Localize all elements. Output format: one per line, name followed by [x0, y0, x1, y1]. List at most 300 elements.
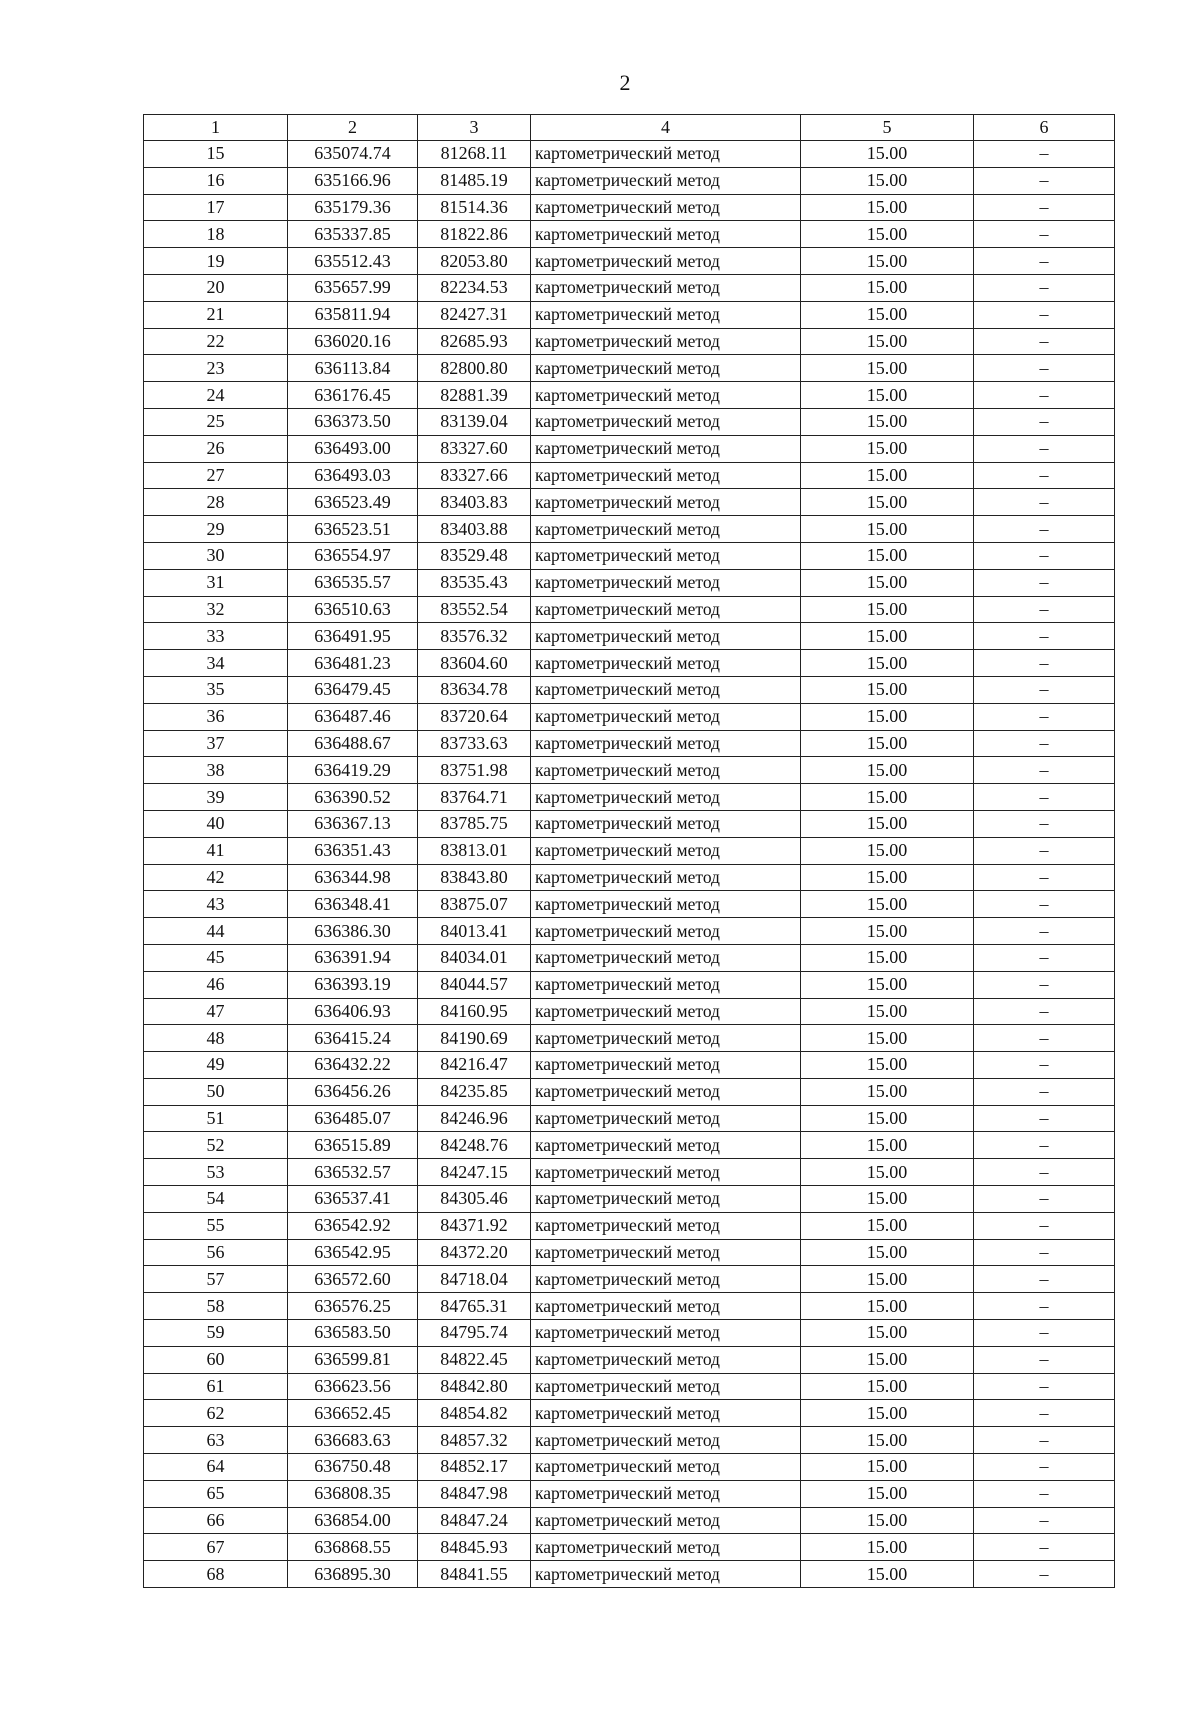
table-row — [144, 1507, 1115, 1534]
method-cell: картометрический метод — [531, 167, 801, 194]
description-cell: – — [974, 1400, 1115, 1427]
description-cell: – — [974, 1266, 1115, 1293]
description-cell: – — [974, 623, 1115, 650]
accuracy-cell: 15.00 — [801, 650, 974, 677]
table-row — [144, 998, 1115, 1025]
method-cell: картометрический метод — [531, 408, 801, 435]
description-cell: – — [974, 1105, 1115, 1132]
y-coordinate-cell: 84305.46 — [418, 1186, 531, 1213]
x-coordinate-cell: 636386.30 — [288, 918, 418, 945]
x-coordinate-cell: 635811.94 — [288, 301, 418, 328]
point-number-cell: 68 — [144, 1561, 288, 1588]
method-cell: картометрический метод — [531, 757, 801, 784]
table-row — [144, 542, 1115, 569]
accuracy-cell: 15.00 — [801, 703, 974, 730]
x-coordinate-cell: 636176.45 — [288, 382, 418, 409]
method-cell: картометрический метод — [531, 864, 801, 891]
point-number-cell: 35 — [144, 676, 288, 703]
accuracy-cell: 15.00 — [801, 1480, 974, 1507]
x-coordinate-cell: 636652.45 — [288, 1400, 418, 1427]
x-coordinate-cell: 636351.43 — [288, 837, 418, 864]
y-coordinate-cell: 84190.69 — [418, 1025, 531, 1052]
accuracy-cell: 15.00 — [801, 569, 974, 596]
accuracy-cell: 15.00 — [801, 408, 974, 435]
y-coordinate-cell: 84854.82 — [418, 1400, 531, 1427]
description-cell: – — [974, 516, 1115, 543]
method-cell: картометрический метод — [531, 1132, 801, 1159]
point-number-cell: 51 — [144, 1105, 288, 1132]
accuracy-cell: 15.00 — [801, 1186, 974, 1213]
method-cell: картометрический метод — [531, 1266, 801, 1293]
description-cell: – — [974, 703, 1115, 730]
point-number-cell: 41 — [144, 837, 288, 864]
y-coordinate-cell: 84847.24 — [418, 1507, 531, 1534]
table-row — [144, 1561, 1115, 1588]
point-number-cell: 45 — [144, 944, 288, 971]
table-row — [144, 408, 1115, 435]
y-coordinate-cell: 82800.80 — [418, 355, 531, 382]
y-coordinate-cell: 83139.04 — [418, 408, 531, 435]
method-cell: картометрический метод — [531, 141, 801, 168]
table-row — [144, 355, 1115, 382]
y-coordinate-cell: 84160.95 — [418, 998, 531, 1025]
y-coordinate-cell: 83327.66 — [418, 462, 531, 489]
description-cell: – — [974, 1239, 1115, 1266]
description-cell: – — [974, 167, 1115, 194]
method-cell: картометрический метод — [531, 1159, 801, 1186]
table-row — [144, 1052, 1115, 1079]
point-number-cell: 30 — [144, 542, 288, 569]
point-number-cell: 31 — [144, 569, 288, 596]
description-cell: – — [974, 1293, 1115, 1320]
y-coordinate-cell: 84246.96 — [418, 1105, 531, 1132]
accuracy-cell: 15.00 — [801, 1561, 974, 1588]
point-number-cell: 57 — [144, 1266, 288, 1293]
method-cell: картометрический метод — [531, 998, 801, 1025]
table-row — [144, 569, 1115, 596]
y-coordinate-cell: 83576.32 — [418, 623, 531, 650]
description-cell: – — [974, 1427, 1115, 1454]
y-coordinate-cell: 83634.78 — [418, 676, 531, 703]
y-coordinate-cell: 83604.60 — [418, 650, 531, 677]
method-cell: картометрический метод — [531, 1534, 801, 1561]
description-cell: – — [974, 1186, 1115, 1213]
accuracy-cell: 15.00 — [801, 1212, 974, 1239]
y-coordinate-cell: 83529.48 — [418, 542, 531, 569]
header-cell: 6 — [974, 115, 1115, 141]
table-row — [144, 462, 1115, 489]
accuracy-cell: 15.00 — [801, 1239, 974, 1266]
y-coordinate-cell: 81514.36 — [418, 194, 531, 221]
x-coordinate-cell: 635179.36 — [288, 194, 418, 221]
point-number-cell: 53 — [144, 1159, 288, 1186]
description-cell: – — [974, 1025, 1115, 1052]
table-row — [144, 1212, 1115, 1239]
point-number-cell: 64 — [144, 1454, 288, 1481]
accuracy-cell: 15.00 — [801, 944, 974, 971]
x-coordinate-cell: 636393.19 — [288, 971, 418, 998]
x-coordinate-cell: 636391.94 — [288, 944, 418, 971]
x-coordinate-cell: 636367.13 — [288, 810, 418, 837]
point-number-cell: 33 — [144, 623, 288, 650]
accuracy-cell: 15.00 — [801, 757, 974, 784]
y-coordinate-cell: 83535.43 — [418, 569, 531, 596]
y-coordinate-cell: 81268.11 — [418, 141, 531, 168]
header-cell: 3 — [418, 115, 531, 141]
y-coordinate-cell: 82234.53 — [418, 274, 531, 301]
accuracy-cell: 15.00 — [801, 516, 974, 543]
method-cell: картометрический метод — [531, 1186, 801, 1213]
accuracy-cell: 15.00 — [801, 1400, 974, 1427]
point-number-cell: 42 — [144, 864, 288, 891]
accuracy-cell: 15.00 — [801, 623, 974, 650]
description-cell: – — [974, 1454, 1115, 1481]
description-cell: – — [974, 301, 1115, 328]
description-cell: – — [974, 489, 1115, 516]
y-coordinate-cell: 84235.85 — [418, 1078, 531, 1105]
x-coordinate-cell: 636493.00 — [288, 435, 418, 462]
method-cell: картометрический метод — [531, 382, 801, 409]
accuracy-cell: 15.00 — [801, 248, 974, 275]
coordinates-table — [143, 114, 1115, 1588]
x-coordinate-cell: 636523.49 — [288, 489, 418, 516]
method-cell: картометрический метод — [531, 1212, 801, 1239]
point-number-cell: 34 — [144, 650, 288, 677]
table-row — [144, 676, 1115, 703]
table-row — [144, 1373, 1115, 1400]
point-number-cell: 28 — [144, 489, 288, 516]
accuracy-cell: 15.00 — [801, 730, 974, 757]
method-cell: картометрический метод — [531, 194, 801, 221]
point-number-cell: 61 — [144, 1373, 288, 1400]
description-cell: – — [974, 676, 1115, 703]
method-cell: картометрический метод — [531, 516, 801, 543]
y-coordinate-cell: 81822.86 — [418, 221, 531, 248]
accuracy-cell: 15.00 — [801, 1105, 974, 1132]
description-cell: – — [974, 1373, 1115, 1400]
table-row — [144, 810, 1115, 837]
accuracy-cell: 15.00 — [801, 676, 974, 703]
accuracy-cell: 15.00 — [801, 382, 974, 409]
accuracy-cell: 15.00 — [801, 1373, 974, 1400]
x-coordinate-cell: 636344.98 — [288, 864, 418, 891]
accuracy-cell: 15.00 — [801, 1132, 974, 1159]
table-body — [144, 115, 1115, 1588]
y-coordinate-cell: 83720.64 — [418, 703, 531, 730]
method-cell: картометрический метод — [531, 1078, 801, 1105]
y-coordinate-cell: 84822.45 — [418, 1346, 531, 1373]
method-cell: картометрический метод — [531, 1293, 801, 1320]
point-number-cell: 26 — [144, 435, 288, 462]
y-coordinate-cell: 82427.31 — [418, 301, 531, 328]
description-cell: – — [974, 1507, 1115, 1534]
method-cell: картометрический метод — [531, 837, 801, 864]
point-number-cell: 29 — [144, 516, 288, 543]
point-number-cell: 56 — [144, 1239, 288, 1266]
description-cell: – — [974, 1346, 1115, 1373]
y-coordinate-cell: 84842.80 — [418, 1373, 531, 1400]
accuracy-cell: 15.00 — [801, 891, 974, 918]
point-number-cell: 39 — [144, 784, 288, 811]
table-row — [144, 837, 1115, 864]
accuracy-cell: 15.00 — [801, 784, 974, 811]
description-cell: – — [974, 274, 1115, 301]
method-cell: картометрический метод — [531, 1052, 801, 1079]
method-cell: картометрический метод — [531, 274, 801, 301]
description-cell: – — [974, 141, 1115, 168]
x-coordinate-cell: 636456.26 — [288, 1078, 418, 1105]
accuracy-cell: 15.00 — [801, 1454, 974, 1481]
description-cell: – — [974, 1534, 1115, 1561]
description-cell: – — [974, 1480, 1115, 1507]
accuracy-cell: 15.00 — [801, 1346, 974, 1373]
point-number-cell: 22 — [144, 328, 288, 355]
y-coordinate-cell: 84034.01 — [418, 944, 531, 971]
accuracy-cell: 15.00 — [801, 810, 974, 837]
y-coordinate-cell: 84044.57 — [418, 971, 531, 998]
table-row — [144, 891, 1115, 918]
table-row — [144, 1159, 1115, 1186]
y-coordinate-cell: 84765.31 — [418, 1293, 531, 1320]
accuracy-cell: 15.00 — [801, 864, 974, 891]
accuracy-cell: 15.00 — [801, 141, 974, 168]
method-cell: картометрический метод — [531, 730, 801, 757]
table-row — [144, 1346, 1115, 1373]
accuracy-cell: 15.00 — [801, 328, 974, 355]
point-number-cell: 20 — [144, 274, 288, 301]
accuracy-cell: 15.00 — [801, 274, 974, 301]
description-cell: – — [974, 542, 1115, 569]
method-cell: картометрический метод — [531, 248, 801, 275]
table-row — [144, 703, 1115, 730]
y-coordinate-cell: 82685.93 — [418, 328, 531, 355]
x-coordinate-cell: 636532.57 — [288, 1159, 418, 1186]
table-row — [144, 1105, 1115, 1132]
description-cell: – — [974, 891, 1115, 918]
description-cell: – — [974, 408, 1115, 435]
table-row — [144, 1320, 1115, 1347]
y-coordinate-cell: 83764.71 — [418, 784, 531, 811]
x-coordinate-cell: 635337.85 — [288, 221, 418, 248]
description-cell: – — [974, 248, 1115, 275]
y-coordinate-cell: 84371.92 — [418, 1212, 531, 1239]
table-row — [144, 864, 1115, 891]
table-row — [144, 301, 1115, 328]
accuracy-cell: 15.00 — [801, 1507, 974, 1534]
description-cell: – — [974, 864, 1115, 891]
y-coordinate-cell: 84841.55 — [418, 1561, 531, 1588]
description-cell: – — [974, 462, 1115, 489]
description-cell: – — [974, 1212, 1115, 1239]
point-number-cell: 48 — [144, 1025, 288, 1052]
accuracy-cell: 15.00 — [801, 1320, 974, 1347]
accuracy-cell: 15.00 — [801, 489, 974, 516]
y-coordinate-cell: 84216.47 — [418, 1052, 531, 1079]
method-cell: картометрический метод — [531, 1561, 801, 1588]
table-row — [144, 730, 1115, 757]
y-coordinate-cell: 83813.01 — [418, 837, 531, 864]
table-row — [144, 1534, 1115, 1561]
point-number-cell: 44 — [144, 918, 288, 945]
table-row — [144, 1025, 1115, 1052]
point-number-cell: 15 — [144, 141, 288, 168]
y-coordinate-cell: 84372.20 — [418, 1239, 531, 1266]
x-coordinate-cell: 636493.03 — [288, 462, 418, 489]
y-coordinate-cell: 84857.32 — [418, 1427, 531, 1454]
y-coordinate-cell: 83785.75 — [418, 810, 531, 837]
accuracy-cell: 15.00 — [801, 971, 974, 998]
method-cell: картометрический метод — [531, 569, 801, 596]
page-number: 2 — [619, 70, 631, 95]
accuracy-cell: 15.00 — [801, 918, 974, 945]
table-row — [144, 596, 1115, 623]
x-coordinate-cell: 636491.95 — [288, 623, 418, 650]
y-coordinate-cell: 84852.17 — [418, 1454, 531, 1481]
x-coordinate-cell: 636535.57 — [288, 569, 418, 596]
x-coordinate-cell: 636390.52 — [288, 784, 418, 811]
y-coordinate-cell: 83733.63 — [418, 730, 531, 757]
table-row — [144, 1239, 1115, 1266]
description-cell: – — [974, 1132, 1115, 1159]
y-coordinate-cell: 84248.76 — [418, 1132, 531, 1159]
table-row — [144, 944, 1115, 971]
accuracy-cell: 15.00 — [801, 167, 974, 194]
accuracy-cell: 15.00 — [801, 1266, 974, 1293]
y-coordinate-cell: 83843.80 — [418, 864, 531, 891]
x-coordinate-cell: 636583.50 — [288, 1320, 418, 1347]
table-row — [144, 1266, 1115, 1293]
table-row — [144, 1400, 1115, 1427]
accuracy-cell: 15.00 — [801, 1052, 974, 1079]
table-row — [144, 1454, 1115, 1481]
description-cell: – — [974, 1320, 1115, 1347]
point-number-cell: 58 — [144, 1293, 288, 1320]
x-coordinate-cell: 636485.07 — [288, 1105, 418, 1132]
accuracy-cell: 15.00 — [801, 1025, 974, 1052]
table-row — [144, 194, 1115, 221]
accuracy-cell: 15.00 — [801, 462, 974, 489]
x-coordinate-cell: 636373.50 — [288, 408, 418, 435]
description-cell: – — [974, 730, 1115, 757]
description-cell: – — [974, 194, 1115, 221]
point-number-cell: 60 — [144, 1346, 288, 1373]
accuracy-cell: 15.00 — [801, 1293, 974, 1320]
header-cell: 5 — [801, 115, 974, 141]
point-number-cell: 21 — [144, 301, 288, 328]
y-coordinate-cell: 81485.19 — [418, 167, 531, 194]
point-number-cell: 47 — [144, 998, 288, 1025]
description-cell: – — [974, 1561, 1115, 1588]
description-cell: – — [974, 435, 1115, 462]
x-coordinate-cell: 636854.00 — [288, 1507, 418, 1534]
table-row — [144, 382, 1115, 409]
x-coordinate-cell: 636488.67 — [288, 730, 418, 757]
accuracy-cell: 15.00 — [801, 221, 974, 248]
description-cell: – — [974, 596, 1115, 623]
point-number-cell: 62 — [144, 1400, 288, 1427]
accuracy-cell: 15.00 — [801, 194, 974, 221]
point-number-cell: 49 — [144, 1052, 288, 1079]
method-cell: картометрический метод — [531, 623, 801, 650]
y-coordinate-cell: 84847.98 — [418, 1480, 531, 1507]
point-number-cell: 65 — [144, 1480, 288, 1507]
point-number-cell: 16 — [144, 167, 288, 194]
description-cell: – — [974, 837, 1115, 864]
x-coordinate-cell: 636523.51 — [288, 516, 418, 543]
table-row — [144, 1186, 1115, 1213]
point-number-cell: 36 — [144, 703, 288, 730]
x-coordinate-cell: 636510.63 — [288, 596, 418, 623]
x-coordinate-cell: 636348.41 — [288, 891, 418, 918]
x-coordinate-cell: 636020.16 — [288, 328, 418, 355]
method-cell: картометрический метод — [531, 542, 801, 569]
point-number-cell: 19 — [144, 248, 288, 275]
y-coordinate-cell: 83403.88 — [418, 516, 531, 543]
x-coordinate-cell: 636542.92 — [288, 1212, 418, 1239]
x-coordinate-cell: 636750.48 — [288, 1454, 418, 1481]
method-cell: картометрический метод — [531, 328, 801, 355]
y-coordinate-cell: 82881.39 — [418, 382, 531, 409]
point-number-cell: 38 — [144, 757, 288, 784]
x-coordinate-cell: 636895.30 — [288, 1561, 418, 1588]
x-coordinate-cell: 636479.45 — [288, 676, 418, 703]
table-row — [144, 435, 1115, 462]
method-cell: картометрический метод — [531, 489, 801, 516]
table-row — [144, 971, 1115, 998]
point-number-cell: 55 — [144, 1212, 288, 1239]
accuracy-cell: 15.00 — [801, 837, 974, 864]
accuracy-cell: 15.00 — [801, 355, 974, 382]
method-cell: картометрический метод — [531, 355, 801, 382]
table-row — [144, 784, 1115, 811]
table-row — [144, 1078, 1115, 1105]
method-cell: картометрический метод — [531, 596, 801, 623]
x-coordinate-cell: 635166.96 — [288, 167, 418, 194]
accuracy-cell: 15.00 — [801, 1159, 974, 1186]
method-cell: картометрический метод — [531, 1373, 801, 1400]
x-coordinate-cell: 636542.95 — [288, 1239, 418, 1266]
table-row — [144, 516, 1115, 543]
y-coordinate-cell: 84718.04 — [418, 1266, 531, 1293]
x-coordinate-cell: 636432.22 — [288, 1052, 418, 1079]
method-cell: картометрический метод — [531, 810, 801, 837]
description-cell: – — [974, 382, 1115, 409]
description-cell: – — [974, 918, 1115, 945]
accuracy-cell: 15.00 — [801, 301, 974, 328]
description-cell: – — [974, 757, 1115, 784]
y-coordinate-cell: 83751.98 — [418, 757, 531, 784]
table-row — [144, 1132, 1115, 1159]
x-coordinate-cell: 636808.35 — [288, 1480, 418, 1507]
method-cell: картометрический метод — [531, 221, 801, 248]
method-cell: картометрический метод — [531, 1105, 801, 1132]
description-cell: – — [974, 810, 1115, 837]
method-cell: картометрический метод — [531, 1507, 801, 1534]
point-number-cell: 25 — [144, 408, 288, 435]
x-coordinate-cell: 636481.23 — [288, 650, 418, 677]
x-coordinate-cell: 636683.63 — [288, 1427, 418, 1454]
method-cell: картометрический метод — [531, 1346, 801, 1373]
x-coordinate-cell: 636599.81 — [288, 1346, 418, 1373]
method-cell: картометрический метод — [531, 1454, 801, 1481]
table-row — [144, 1427, 1115, 1454]
table-row — [144, 221, 1115, 248]
method-cell: картометрический метод — [531, 1400, 801, 1427]
accuracy-cell: 15.00 — [801, 1534, 974, 1561]
point-number-cell: 37 — [144, 730, 288, 757]
method-cell: картометрический метод — [531, 971, 801, 998]
point-number-cell: 40 — [144, 810, 288, 837]
